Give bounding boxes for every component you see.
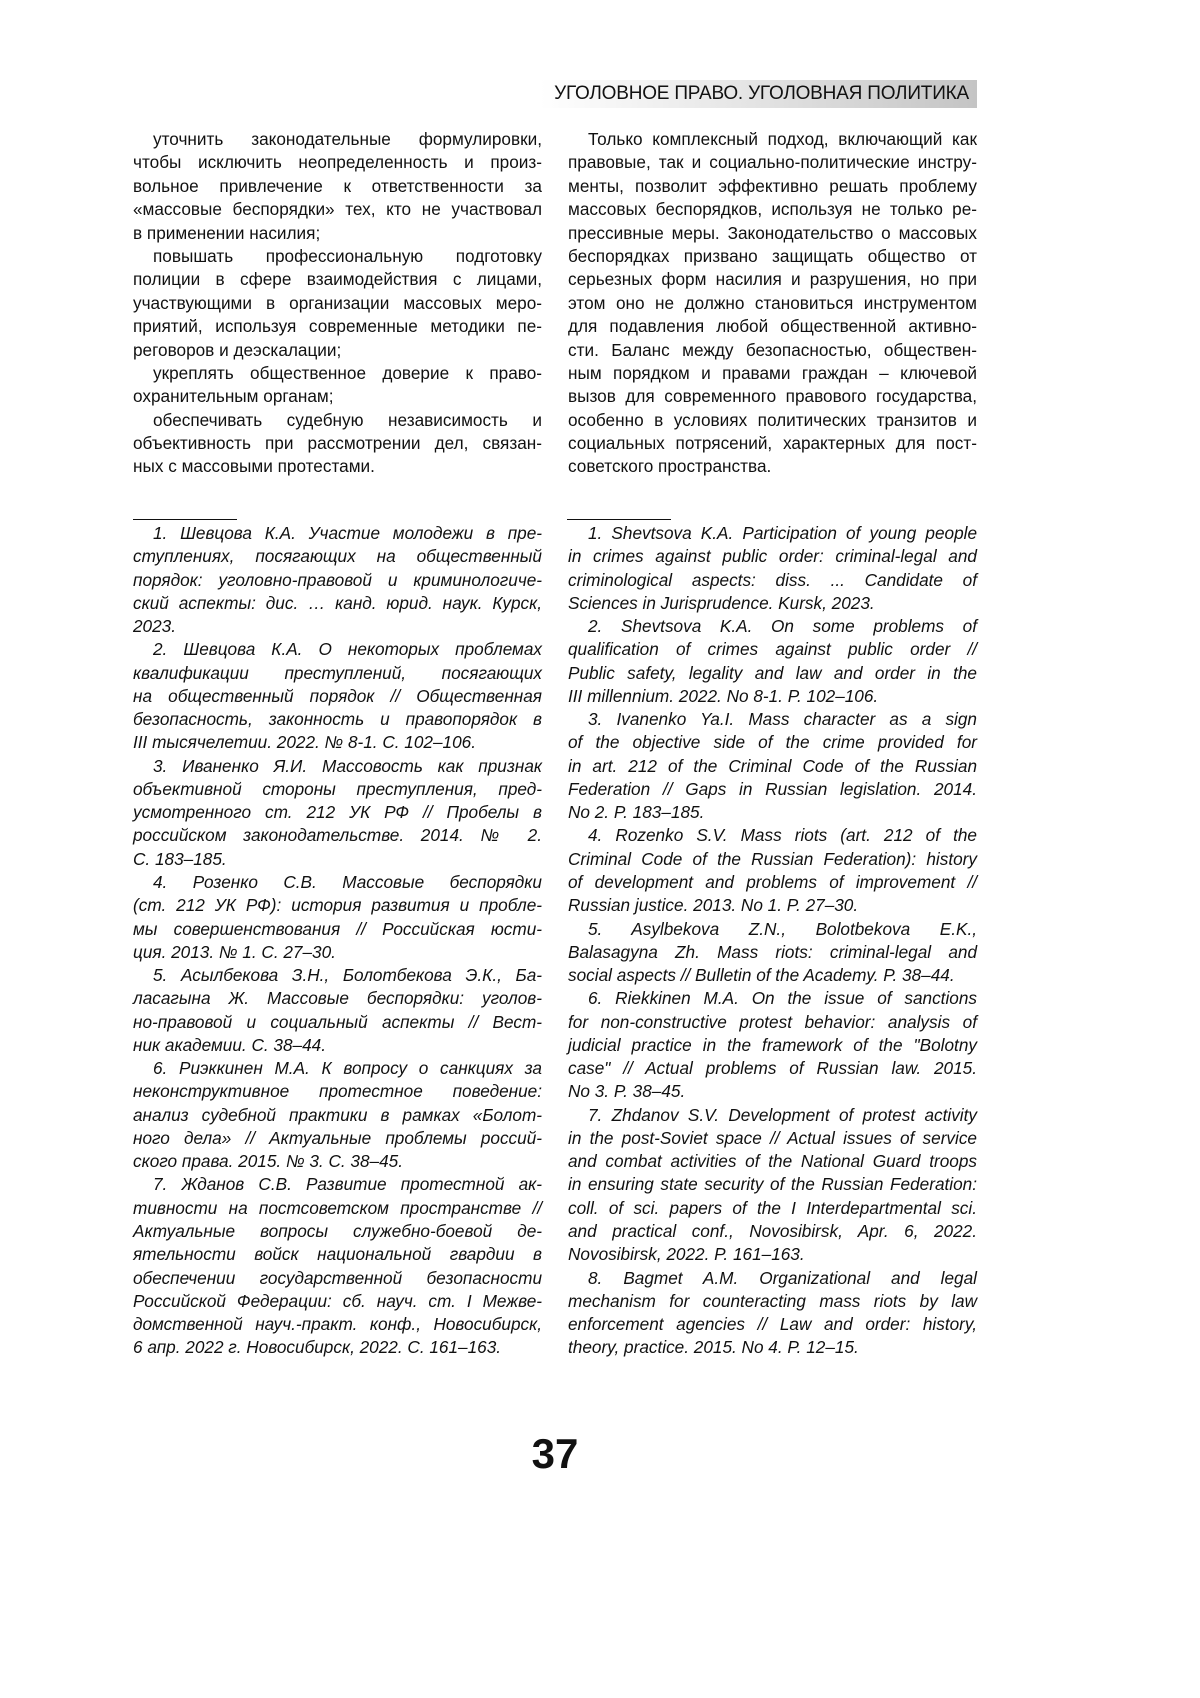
section-title: УГОЛОВНОЕ ПРАВО. УГОЛОВНАЯ ПОЛИТИКА <box>554 83 969 105</box>
text-line: в применении насилия; <box>133 222 542 245</box>
text-line: объективность при рассмотрении дел, связан- <box>133 432 542 455</box>
text-line: С. 183–185. <box>133 848 542 871</box>
text-line: домственной науч.-практ. конф., Новосибирск, <box>133 1313 542 1336</box>
paragraph <box>568 128 977 479</box>
text-line: неконструктивное протестное поведение: <box>133 1080 542 1103</box>
text-line: беспорядках призвано защищать общество от <box>568 245 977 268</box>
text-line: мы совершенствования // Российская юсти- <box>133 918 542 941</box>
text-line: участвующими в организации массовых меро- <box>133 292 542 315</box>
text-line: 1. Шевцова К.А. Участие молодежи в пре- <box>133 522 542 545</box>
references-english <box>568 522 977 1360</box>
reference-item <box>568 1267 977 1360</box>
text-line: (ст. 212 УК РФ): история развития и пробле- <box>133 894 542 917</box>
text-line: 3. Ivanenko Ya.I. Mass character as a sign <box>568 708 977 731</box>
page-number: 37 <box>0 1430 1110 1478</box>
text-line: social aspects // Bulletin of the Academy. P. 38–44. <box>568 964 977 987</box>
text-line: 5. Асылбекова З.Н., Болотбекова Э.К., Ба- <box>133 964 542 987</box>
text-line: ятельности войск национальной гвардии в <box>133 1243 542 1266</box>
text-line: 2. Shevtsova K.A. On some problems of <box>568 615 977 638</box>
footnote-divider-left <box>133 519 237 520</box>
text-line: ным порядком и правами граждан – ключевой <box>568 362 977 385</box>
text-line: ский аспекты: дис. … канд. юрид. наук. Курск, <box>133 592 542 615</box>
text-line: «массовые беспорядки» тех, кто не участвовал <box>133 198 542 221</box>
text-line: особенно в условиях политических транзитов и <box>568 409 977 432</box>
reference-item <box>133 871 542 964</box>
text-line: 8. Bagmet A.M. Organizational and legal <box>568 1267 977 1290</box>
reference-item <box>133 1173 542 1359</box>
running-header <box>540 80 977 108</box>
text-line: ступлениях, посягающих на общественный <box>133 545 542 568</box>
text-line: ласагына Ж. Массовые беспорядки: уголов- <box>133 987 542 1010</box>
paragraph <box>133 362 542 409</box>
text-line: 4. Розенко С.В. Массовые беспорядки <box>133 871 542 894</box>
body-text-right <box>568 128 977 479</box>
text-line: Federation // Gaps in Russian legislation. 2014. <box>568 778 977 801</box>
text-line: квалификации преступлений, посягающих <box>133 662 542 685</box>
text-line: повышать профессиональную подготовку <box>133 245 542 268</box>
text-line: Sciences in Jurisprudence. Kursk, 2023. <box>568 592 977 615</box>
text-line: объективной стороны преступления, пред- <box>133 778 542 801</box>
text-line: приятий, используя современные методики пе- <box>133 315 542 338</box>
text-line: анализ судебной практики в рамках «Болот- <box>133 1104 542 1127</box>
text-line: of development and problems of improvement // <box>568 871 977 894</box>
text-line: 2023. <box>133 615 542 638</box>
reference-item <box>133 964 542 1057</box>
text-line: 7. Жданов С.В. Развитие протестной ак- <box>133 1173 542 1196</box>
text-line: охранительным органам; <box>133 385 542 408</box>
text-line: социальных потрясений, характерных для пост- <box>568 432 977 455</box>
reference-item <box>568 1104 977 1267</box>
text-line: Российской Федерации: сб. науч. ст. I Межве- <box>133 1290 542 1313</box>
text-line: in art. 212 of the Criminal Code of the Russian <box>568 755 977 778</box>
text-line: qualification of crimes against public order // <box>568 638 977 661</box>
text-line: and practical conf., Novosibirsk, Apr. 6, 2022. <box>568 1220 977 1243</box>
text-line: этом оно не должно становиться инструментом <box>568 292 977 315</box>
text-line: III millennium. 2022. No 8-1. P. 102–106. <box>568 685 977 708</box>
text-line: ных с массовыми протестами. <box>133 455 542 478</box>
text-line: in the post-Soviet space // Actual issues of service <box>568 1127 977 1150</box>
reference-item <box>568 824 977 917</box>
text-line: правовые, так и социально-политические инстру- <box>568 151 977 174</box>
text-line: для подавления любой общественной активно- <box>568 315 977 338</box>
text-line: and combat activities of the National Guard troops <box>568 1150 977 1173</box>
text-line: усмотренного ст. 212 УК РФ // Пробелы в <box>133 801 542 824</box>
text-line: 1. Shevtsova K.A. Participation of young people <box>568 522 977 545</box>
text-line: coll. of sci. papers of the I Interdepartmental sci. <box>568 1197 977 1220</box>
reference-item <box>133 755 542 871</box>
text-line: серьезных форм насилия и разрушения, но при <box>568 268 977 291</box>
text-line: Criminal Code of the Russian Federation): history <box>568 848 977 871</box>
text-line: 2. Шевцова К.А. О некоторых проблемах <box>133 638 542 661</box>
text-line: чтобы исключить неопределенность и произ- <box>133 151 542 174</box>
text-line: in ensuring state security of the Russian Federation: <box>568 1173 977 1196</box>
reference-item <box>568 615 977 708</box>
text-line: criminological aspects: diss. ... Candidate of <box>568 569 977 592</box>
text-line: обеспечении государственной безопасности <box>133 1267 542 1290</box>
text-line: III тысячелетии. 2022. № 8-1. С. 102–106. <box>133 731 542 754</box>
text-line: enforcement agencies // Law and order: history, <box>568 1313 977 1336</box>
reference-item <box>568 708 977 824</box>
text-line: 6. Riekkinen M.A. On the issue of sanctions <box>568 987 977 1010</box>
text-line: но-правовой и социальный аспекты // Вест- <box>133 1011 542 1034</box>
text-line: советского пространства. <box>568 455 977 478</box>
text-line: Russian justice. 2013. No 1. P. 27–30. <box>568 894 977 917</box>
text-line: безопасность, законность и правопорядок в <box>133 708 542 731</box>
text-line: ник академии. С. 38–44. <box>133 1034 542 1057</box>
text-line: No 2. P. 183–185. <box>568 801 977 824</box>
reference-item <box>568 987 977 1103</box>
text-line: укреплять общественное доверие к право- <box>133 362 542 385</box>
references-russian <box>133 522 542 1360</box>
text-line: тивности на постсоветском пространстве // <box>133 1197 542 1220</box>
text-line: 6 апр. 2022 г. Новосибирск, 2022. С. 161–163. <box>133 1336 542 1359</box>
text-line: порядок: уголовно-правовой и криминологиче- <box>133 569 542 592</box>
paragraph <box>133 128 542 245</box>
text-line: in crimes against public order: criminal-legal and <box>568 545 977 568</box>
footnote-divider-right <box>567 519 671 520</box>
text-line: 7. Zhdanov S.V. Development of protest activity <box>568 1104 977 1127</box>
text-line: for non-constructive protest behavior: analysis of <box>568 1011 977 1034</box>
text-line: of the objective side of the crime provided for <box>568 731 977 754</box>
text-line: 5. Asylbekova Z.N., Bolotbekova E.K., <box>568 918 977 941</box>
body-text-left <box>133 128 542 479</box>
text-line: вызов для современного правового государства, <box>568 385 977 408</box>
text-line: case" // Actual problems of Russian law. 2015. <box>568 1057 977 1080</box>
text-line: менты, позволит эффективно решать проблему <box>568 175 977 198</box>
text-line: уточнить законодательные формулировки, <box>133 128 542 151</box>
text-line: обеспечивать судебную независимость и <box>133 409 542 432</box>
text-line: ного дела» // Актуальные проблемы россий- <box>133 1127 542 1150</box>
reference-item <box>568 918 977 988</box>
text-line: вольное привлечение к ответственности за <box>133 175 542 198</box>
text-line: ция. 2013. № 1. С. 27–30. <box>133 941 542 964</box>
text-line: полиции в сфере взаимодействия с лицами, <box>133 268 542 291</box>
text-line: theory, practice. 2015. No 4. P. 12–15. <box>568 1336 977 1359</box>
text-line: Актуальные вопросы служебно-боевой де- <box>133 1220 542 1243</box>
text-line: Только комплексный подход, включающий как <box>568 128 977 151</box>
text-line: прессивные меры. Законодательство о массовых <box>568 222 977 245</box>
text-line: 4. Rozenko S.V. Mass riots (art. 212 of the <box>568 824 977 847</box>
reference-item <box>133 1057 542 1173</box>
text-line: 3. Иваненко Я.И. Массовость как признак <box>133 755 542 778</box>
paragraph <box>133 245 542 362</box>
text-line: Public safety, legality and law and order in the <box>568 662 977 685</box>
text-line: Balasagyna Zh. Mass riots: criminal-legal and <box>568 941 977 964</box>
text-line: на общественный порядок // Общественная <box>133 685 542 708</box>
reference-item <box>133 522 542 638</box>
text-line: массовых беспорядков, используя не только ре- <box>568 198 977 221</box>
paragraph <box>133 409 542 479</box>
text-line: mechanism for counteracting mass riots by law <box>568 1290 977 1313</box>
reference-item <box>133 638 542 754</box>
text-line: 6. Риэккинен М.А. К вопросу о санкциях за <box>133 1057 542 1080</box>
text-line: реговоров и деэскалации; <box>133 339 542 362</box>
text-line: judicial practice in the framework of the "Bolotny <box>568 1034 977 1057</box>
text-line: сти. Баланс между безопасностью, обществен- <box>568 339 977 362</box>
text-line: российском законодательстве. 2014. № 2. <box>133 824 542 847</box>
text-line: No 3. P. 38–45. <box>568 1080 977 1103</box>
reference-item <box>568 522 977 615</box>
text-line: Novosibirsk, 2022. P. 161–163. <box>568 1243 977 1266</box>
text-line: ского права. 2015. № 3. С. 38–45. <box>133 1150 542 1173</box>
